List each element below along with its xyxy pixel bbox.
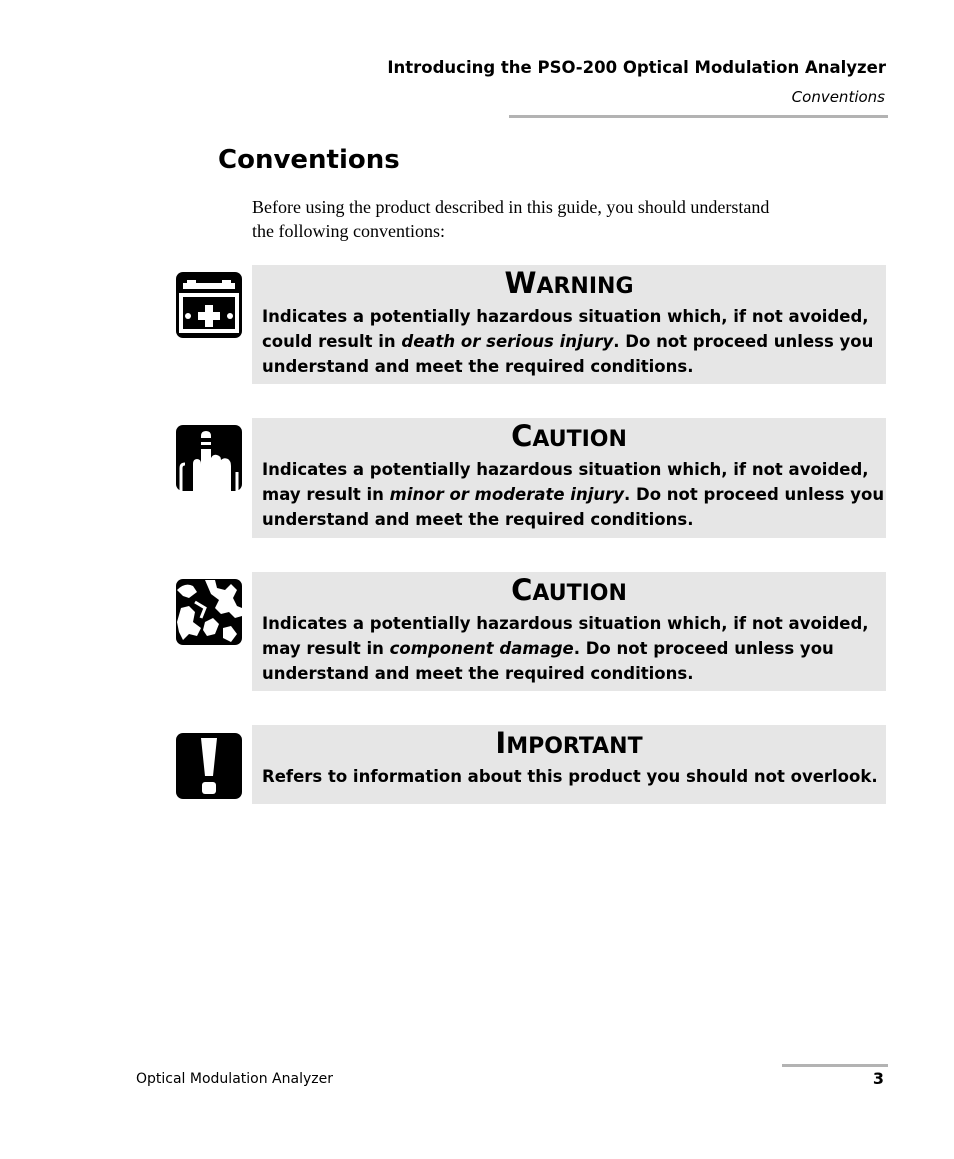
- intro-line-1: Before using the product described in this guide, you should understand: [252, 197, 770, 217]
- caution-injury-label: CAUTION: [511, 419, 627, 453]
- section-title: Conventions: [218, 145, 400, 175]
- footer-title: Optical Modulation Analyzer: [136, 1071, 333, 1087]
- running-header-subtitle: Conventions: [791, 88, 885, 106]
- caution-damage-label: CAUTION: [511, 573, 627, 607]
- important-label: IMPORTANT: [495, 726, 643, 760]
- exclamation-icon: [175, 732, 243, 800]
- caution-injury-box: [252, 418, 886, 538]
- warning-text: Indicates a potentially hazardous situation which, if not avoided, could result in death or serious injury. Do not proceed unless you understand and meet the required conditions.: [262, 307, 874, 376]
- important-text: Refers to information about this product you should not overlook.: [262, 767, 878, 786]
- intro-paragraph: [252, 195, 877, 243]
- header-rule: [509, 115, 888, 118]
- caution-injury-text: Indicates a potentially hazardous situation which, if not avoided, may result in minor or moderate injury. Do not proceed unless you understand and meet the required conditions.: [262, 460, 885, 529]
- important-box: [252, 725, 886, 804]
- footer-rule: [782, 1064, 888, 1067]
- warning-box: [252, 265, 886, 384]
- caution-damage-box: [252, 572, 886, 691]
- caution-damage-text: Indicates a potentially hazardous situation which, if not avoided, may result in component damage. Do not proceed unless you understand and meet the required conditions.: [262, 614, 869, 683]
- ambulance-icon: [175, 271, 243, 339]
- intro-line-2: the following conventions:: [252, 221, 445, 241]
- running-header-title: Introducing the PSO-200 Optical Modulation Analyzer: [387, 58, 886, 77]
- page-number: 3: [872, 1069, 884, 1088]
- warning-label: WARNING: [504, 266, 634, 300]
- bandaged-finger-icon: [175, 424, 243, 492]
- broken-gear-icon: [175, 578, 243, 646]
